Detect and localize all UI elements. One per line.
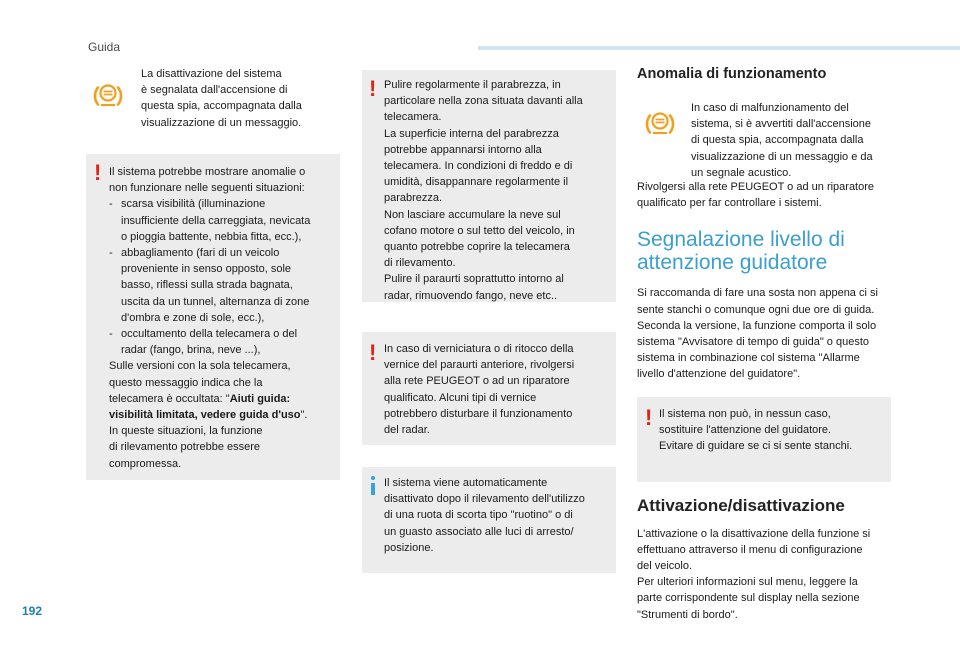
- text-line: qualificato per far controllare i sistemi.: [637, 197, 822, 210]
- lane-keeping-warning-icon: [642, 106, 678, 142]
- info-mark-icon: [371, 483, 375, 495]
- column-right: [637, 66, 891, 623]
- text-line: parabrezza.: [384, 192, 443, 205]
- text-line: del veicolo.: [637, 560, 693, 573]
- text-line: In caso di malfunzionamento del: [691, 102, 849, 114]
- column-middle: [362, 70, 616, 573]
- warning-box-driver-attention: [637, 397, 891, 482]
- warning-mark-icon: !: [94, 160, 102, 185]
- text-line: un guasto associato alle luci di arresto/: [384, 525, 574, 538]
- text-line: sistema in combinazione col sistema "Allarme: [637, 352, 860, 365]
- text-line: d'ombra e zone di sole, ecc.),: [121, 311, 265, 324]
- text-line: quanto potrebbe coprire la telecamera: [384, 241, 570, 254]
- info-box-spare-wheel: [362, 467, 616, 573]
- text-line: del radar.: [384, 424, 430, 437]
- list-item: - occultamento della telecamera o del radar (fango, brina, neve ...),: [109, 326, 339, 358]
- text-line: potrebbero disturbare il funzionamento: [384, 407, 573, 420]
- text-line: potrebbe appannarsi intorno alla: [384, 143, 542, 156]
- text-line: posizione.: [384, 541, 434, 554]
- list-item: - abbagliamento (fari di un veicolo proveniente in senso opposto, sole basso, riflessi sulla strada bagnata, uscita da un tunnel, alternanza di zone d'ombra e zone di sole, ecc.),: [109, 245, 339, 326]
- cleaning-text: [384, 77, 616, 304]
- text-line: questo messaggio indica che la: [109, 376, 263, 389]
- text-line: disattivato dopo il rilevamento dell'utilizzo: [384, 493, 585, 506]
- text-line: radar, rimuovendo fango, neve etc..: [384, 289, 558, 302]
- text-span: telecamera è occultata: ": [109, 392, 230, 405]
- text-line: di questa spia, accompagnata dalla: [691, 134, 864, 147]
- text-line: questa spia, accompagnata dalla: [141, 100, 302, 113]
- page-number: 192: [22, 604, 43, 618]
- driver-attention-text: [659, 406, 891, 455]
- anomaly-text: [691, 100, 893, 181]
- section-text: [637, 285, 891, 382]
- text-line: "Strumenti di bordo".: [637, 608, 738, 621]
- text-line: Seconda la versione, la funzione comporta il solo: [637, 319, 877, 332]
- text-line: è segnalata dall'accensione di: [141, 84, 288, 97]
- intro-text: [141, 66, 341, 131]
- text-line: parte corrispondente sul display nella sezione: [637, 592, 860, 605]
- text-line: o pioggia battente, nebbia fitta, ecc.),: [121, 230, 302, 243]
- text-line: Evitare di guidare se ci si sente stanchi.: [659, 440, 853, 453]
- text-line: qualificato. Alcuni tipi di vernice: [384, 391, 537, 404]
- text-span: ".: [300, 409, 308, 422]
- text-line: di rilevamento potrebbe essere: [109, 441, 261, 454]
- header-section-label: Guida: [88, 40, 121, 54]
- text-line: cofano motore o sul tetto del veicolo, in: [384, 224, 575, 237]
- text-line: insufficiente della carreggiata, nevicata: [121, 214, 311, 227]
- activation-heading: Attivazione/disattivazione: [637, 495, 845, 515]
- paint-text: [384, 341, 616, 438]
- text-line: sistema "Avvisatore di tempo di guida" o questo: [637, 336, 870, 349]
- text-line: Pulire il paraurti soprattutto intorno al: [384, 273, 564, 286]
- lane-keeping-warning-icon: [90, 78, 126, 114]
- text-line: telecamera. In condizioni di freddo e di: [384, 160, 573, 173]
- column-left: [86, 66, 340, 480]
- message-bold: Aiuti guida:: [229, 392, 291, 405]
- text-line: livello d'attenzione del guidatore".: [637, 368, 801, 381]
- warning-content: [109, 164, 339, 472]
- text-line: proveniente in senso opposto, sole: [121, 263, 292, 276]
- section-heading: [637, 228, 891, 274]
- text-line: sente stanchi o comunque ogni due ore di guida.: [637, 303, 875, 316]
- text-line: Il sistema viene automaticamente: [384, 477, 548, 489]
- text-line: Non lasciare accumulare la neve sul: [384, 208, 561, 221]
- text-line: [109, 391, 339, 407]
- text-line: telecamera.: [384, 111, 442, 124]
- anomaly-list: [109, 196, 339, 358]
- text-line: L'attivazione o la disattivazione della funzione si: [637, 527, 871, 540]
- text-line: [109, 407, 339, 423]
- text-line: non funzionare nelle seguenti situazioni:: [109, 182, 305, 195]
- text-line: radar (fango, brina, neve ...),: [121, 344, 261, 357]
- text-line: sistema, si è avvertiti dall'accensione: [691, 118, 872, 131]
- text-line: Per ulteriori informazioni sul menu, leggere la: [637, 576, 858, 589]
- text-line: In queste situazioni, la funzione: [109, 425, 263, 438]
- text-line: vernice del paraurti anteriore, rivolgersi: [384, 359, 575, 372]
- text-line: La disattivazione del sistema: [141, 68, 282, 80]
- text-line: particolare nella zona situata davanti alla: [384, 95, 583, 108]
- warning-box-anomalies: [86, 154, 340, 480]
- text-line: La superficie interna del parabrezza: [384, 127, 559, 140]
- text-line: Il sistema potrebbe mostrare anomalie o: [109, 166, 306, 178]
- spare-wheel-text: [384, 475, 616, 556]
- text-line: In caso di verniciatura o di ritocco della: [384, 343, 574, 355]
- warning-box-paint: [362, 332, 616, 445]
- text-line: scarsa visibilità (illuminazione: [121, 198, 266, 211]
- text-line: visualizzazione di un messaggio e da: [691, 150, 873, 163]
- list-item: - scarsa visibilità (illuminazione insufficiente della carreggiata, nevicata o pioggia battente, nebbia fitta, ecc.),: [109, 196, 339, 245]
- warning-mark-icon: !: [369, 76, 377, 101]
- text-line: effettuano attraverso il menu di configurazione: [637, 543, 863, 556]
- warning-mark-icon: !: [369, 340, 377, 365]
- text-line: abbagliamento (fari di un veicolo: [121, 247, 280, 260]
- text-line: Il sistema non può, in nessun caso,: [659, 407, 831, 420]
- text-line: uscita da un tunnel, alternanza di zone: [121, 295, 310, 308]
- text-line: un segnale acustico.: [691, 166, 792, 179]
- section-title-line: Segnalazione livello di: [637, 228, 845, 252]
- text-line: umidità, disappannare regolarmente il: [384, 176, 569, 189]
- activation-text: [637, 526, 891, 623]
- anomaly-heading: Anomalia di funzionamento: [637, 66, 827, 82]
- text-line: basso, riflessi sulla strada bagnata,: [121, 279, 293, 292]
- anomaly-followup: [637, 179, 891, 211]
- text-line: alla rete PEUGEOT o ad un riparatore: [384, 375, 570, 388]
- intro-block: [86, 66, 340, 158]
- text-line: Si raccomanda di fare una sosta non appena ci si: [637, 287, 878, 300]
- text-line: occultamento della telecamera o del: [121, 328, 298, 341]
- text-line: Sulle versioni con la sola telecamera,: [109, 360, 291, 373]
- warning-box-cleaning: [362, 70, 616, 302]
- text-line: di una ruota di scorta tipo "ruotino" o di: [384, 509, 573, 522]
- text-line: visualizzazione di un messaggio.: [141, 116, 302, 129]
- text-line: di rilevamento.: [384, 257, 456, 270]
- header-accent-bar: [478, 46, 960, 50]
- text-line: compromessa.: [109, 457, 182, 470]
- section-title-line: attenzione guidatore: [637, 251, 828, 275]
- text-line: Pulire regolarmente il parabrezza, in: [384, 79, 561, 91]
- text-line: sostituire l'attenzione del guidatore.: [659, 423, 832, 436]
- text-line: Rivolgersi alla rete PEUGEOT o ad un riparatore: [637, 181, 875, 193]
- warning-mark-icon: !: [645, 404, 653, 430]
- message-bold: visibilità limitata, vedere guida d'uso: [109, 409, 301, 422]
- anomaly-block: [637, 100, 891, 180]
